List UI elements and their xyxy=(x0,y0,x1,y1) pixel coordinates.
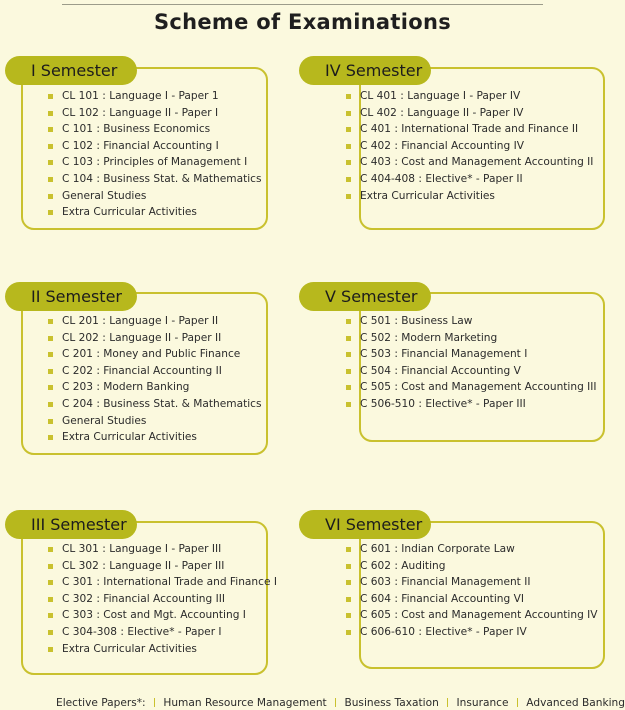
elective-item: Human Resource Management xyxy=(163,697,327,709)
square-bullet-icon xyxy=(346,385,351,390)
course-item xyxy=(346,88,593,105)
course-label: General Studies xyxy=(62,414,147,427)
course-label: C 303 : Cost and Mgt. Accounting I xyxy=(62,609,246,622)
square-bullet-icon xyxy=(48,597,53,602)
square-bullet-icon xyxy=(346,160,351,165)
square-bullet-icon xyxy=(48,547,53,552)
course-item xyxy=(346,138,593,155)
course-label: C 606-610 : Elective* - Paper IV xyxy=(360,625,527,638)
semester-title: I Semester xyxy=(5,56,137,85)
square-bullet-icon xyxy=(48,94,53,99)
course-label: Extra Curricular Activities xyxy=(360,189,495,202)
elective-item: Advanced Banking xyxy=(526,697,625,709)
square-bullet-icon xyxy=(346,352,351,357)
square-bullet-icon xyxy=(346,127,351,132)
square-bullet-icon xyxy=(346,177,351,182)
course-label: C 602 : Auditing xyxy=(360,559,446,572)
course-item xyxy=(346,188,593,205)
course-item xyxy=(346,105,593,122)
course-item xyxy=(48,313,262,330)
square-bullet-icon xyxy=(48,630,53,635)
square-bullet-icon xyxy=(346,194,351,199)
elective-item: Insurance xyxy=(456,697,509,709)
course-item xyxy=(48,574,277,591)
separator-icon xyxy=(517,698,518,707)
square-bullet-icon xyxy=(48,647,53,652)
course-item xyxy=(346,330,597,347)
semester-title: IV Semester xyxy=(299,56,431,85)
course-label: C 203 : Modern Banking xyxy=(62,381,190,394)
square-bullet-icon xyxy=(346,564,351,569)
course-item xyxy=(346,541,598,558)
course-label: C 201 : Money and Public Finance xyxy=(62,348,241,361)
separator-icon xyxy=(154,698,155,707)
elective-papers-label: Elective Papers*: xyxy=(56,697,146,709)
course-label: C 505 : Cost and Management Accounting III xyxy=(360,381,597,394)
course-label: C 501 : Business Law xyxy=(360,315,473,327)
square-bullet-icon xyxy=(346,144,351,149)
course-item xyxy=(48,607,277,624)
course-item xyxy=(48,363,262,380)
course-item xyxy=(48,346,262,363)
course-item xyxy=(48,624,277,641)
square-bullet-icon xyxy=(48,177,53,182)
course-item xyxy=(48,641,277,658)
course-item xyxy=(48,541,277,558)
elective-papers-footer xyxy=(56,697,625,709)
course-label: C 503 : Financial Management I xyxy=(360,348,528,361)
square-bullet-icon xyxy=(346,580,351,585)
square-bullet-icon xyxy=(346,336,351,341)
square-bullet-icon xyxy=(48,435,53,440)
course-item xyxy=(346,171,593,188)
course-item xyxy=(346,121,593,138)
course-label: CL 302 : Language II - Paper III xyxy=(62,559,225,572)
square-bullet-icon xyxy=(48,352,53,357)
course-label: C 102 : Financial Accounting I xyxy=(62,139,219,152)
square-bullet-icon xyxy=(48,144,53,149)
elective-item: Business Taxation xyxy=(344,697,439,709)
course-label: C 202 : Financial Accounting II xyxy=(62,364,222,377)
top-divider xyxy=(62,4,543,5)
course-label: C 204 : Business Stat. & Mathematics xyxy=(62,397,262,410)
square-bullet-icon xyxy=(48,613,53,618)
course-label: C 502 : Modern Marketing xyxy=(360,331,498,344)
square-bullet-icon xyxy=(346,597,351,602)
course-label: C 101 : Business Economics xyxy=(62,123,211,136)
course-label: C 401 : International Trade and Finance II xyxy=(360,123,579,136)
page-title: Scheme of Examinations xyxy=(153,10,452,34)
square-bullet-icon xyxy=(48,127,53,132)
course-label: C 404-408 : Elective* - Paper II xyxy=(360,172,523,185)
course-item xyxy=(48,413,262,430)
course-item xyxy=(48,154,262,171)
square-bullet-icon xyxy=(48,111,53,116)
square-bullet-icon xyxy=(346,369,351,374)
course-label: CL 402 : Language II - Paper IV xyxy=(360,106,524,119)
course-item xyxy=(48,88,262,105)
semester-title: III Semester xyxy=(5,510,137,539)
course-item xyxy=(48,171,262,188)
square-bullet-icon xyxy=(48,580,53,585)
course-label: C 604 : Financial Accounting VI xyxy=(360,592,524,605)
course-item xyxy=(346,154,593,171)
course-label: C 603 : Financial Management II xyxy=(360,576,531,589)
course-label: C 402 : Financial Accounting IV xyxy=(360,139,524,152)
course-label: CL 202 : Language II - Paper II xyxy=(62,331,222,344)
course-item xyxy=(346,591,598,608)
course-item xyxy=(48,429,262,446)
course-label: Extra Curricular Activities xyxy=(62,431,197,444)
course-item xyxy=(48,188,262,205)
course-item xyxy=(346,346,597,363)
course-list xyxy=(346,541,598,641)
course-item xyxy=(346,624,598,641)
square-bullet-icon xyxy=(48,419,53,424)
square-bullet-icon xyxy=(48,564,53,569)
separator-icon xyxy=(447,698,448,707)
course-item xyxy=(346,379,597,396)
square-bullet-icon xyxy=(346,613,351,618)
course-list xyxy=(346,313,597,413)
square-bullet-icon xyxy=(346,319,351,324)
square-bullet-icon xyxy=(48,160,53,165)
course-label: C 504 : Financial Accounting V xyxy=(360,364,521,377)
course-label: C 301 : International Trade and Finance I xyxy=(62,576,277,589)
square-bullet-icon xyxy=(48,336,53,341)
square-bullet-icon xyxy=(48,385,53,390)
course-item xyxy=(48,591,277,608)
course-item xyxy=(346,363,597,380)
course-item xyxy=(48,138,262,155)
course-item xyxy=(346,607,598,624)
course-item xyxy=(48,379,262,396)
course-label: CL 101 : Language I - Paper 1 xyxy=(62,90,219,102)
semester-title: II Semester xyxy=(5,282,137,311)
course-label: C 605 : Cost and Management Accounting IV xyxy=(360,609,598,622)
square-bullet-icon xyxy=(48,194,53,199)
square-bullet-icon xyxy=(346,402,351,407)
course-item xyxy=(48,105,262,122)
course-item xyxy=(346,574,598,591)
course-label: CL 102 : Language II - Paper I xyxy=(62,106,219,119)
course-label: Extra Curricular Activities xyxy=(62,642,197,655)
course-item xyxy=(346,558,598,575)
course-label: C 103 : Principles of Management I xyxy=(62,156,248,169)
square-bullet-icon xyxy=(346,111,351,116)
square-bullet-icon xyxy=(48,210,53,215)
course-item xyxy=(48,558,277,575)
course-list xyxy=(346,88,593,204)
semester-title: V Semester xyxy=(299,282,431,311)
square-bullet-icon xyxy=(346,547,351,552)
course-list xyxy=(48,541,277,657)
square-bullet-icon xyxy=(48,319,53,324)
square-bullet-icon xyxy=(346,630,351,635)
course-label: CL 301 : Language I - Paper III xyxy=(62,543,222,555)
course-label: C 601 : Indian Corporate Law xyxy=(360,543,515,555)
course-item xyxy=(48,121,262,138)
course-item xyxy=(346,313,597,330)
course-label: CL 201 : Language I - Paper II xyxy=(62,315,219,327)
course-list xyxy=(48,88,262,221)
course-item xyxy=(48,330,262,347)
square-bullet-icon xyxy=(346,94,351,99)
course-label: C 104 : Business Stat. & Mathematics xyxy=(62,172,262,185)
course-item xyxy=(48,396,262,413)
course-label: C 403 : Cost and Management Accounting II xyxy=(360,156,594,169)
course-label: General Studies xyxy=(62,189,147,202)
course-label: C 304-308 : Elective* - Paper I xyxy=(62,625,222,638)
course-list xyxy=(48,313,262,446)
course-item xyxy=(346,396,597,413)
square-bullet-icon xyxy=(48,369,53,374)
course-item xyxy=(48,204,262,221)
separator-icon xyxy=(335,698,336,707)
course-label: C 302 : Financial Accounting III xyxy=(62,592,225,605)
square-bullet-icon xyxy=(48,402,53,407)
course-label: C 506-510 : Elective* - Paper III xyxy=(360,397,526,410)
course-label: CL 401 : Language I - Paper IV xyxy=(360,90,521,102)
course-label: Extra Curricular Activities xyxy=(62,206,197,219)
semester-title: VI Semester xyxy=(299,510,431,539)
